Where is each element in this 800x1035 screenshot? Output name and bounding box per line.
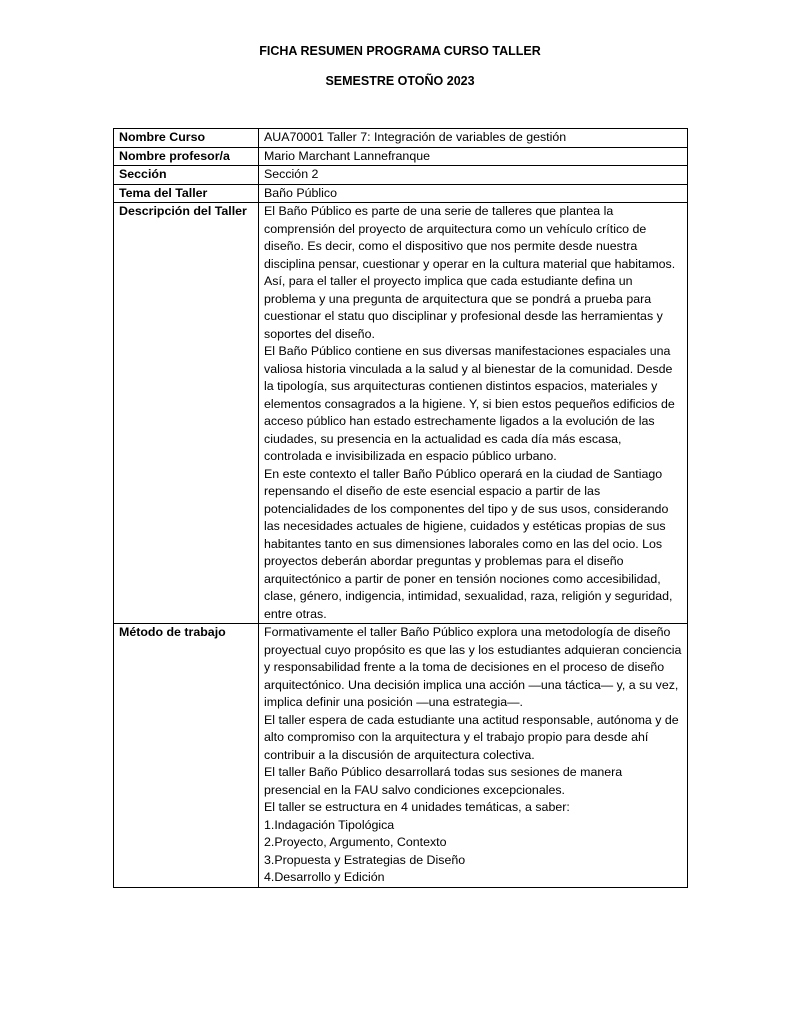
table-row-method [114,624,688,888]
document-title: FICHA RESUMEN PROGRAMA CURSO TALLER [259,44,541,58]
section-label: Sección [114,166,259,185]
unit-list-item: 1.Indagación Tipológica [264,817,395,832]
semester-subtitle: SEMESTRE OTOÑO 2023 [325,74,475,88]
workshop-theme-value: Baño Público [259,184,688,203]
method-paragraph: Formativamente el taller Baño Público explora una metodología de diseño proyectual cuyo propósito es que las y los estudiantes adquieran conciencia y responsabilidad frente a la toma de decisiones en el proceso de diseño arquitectónico. Una decisión implica una acción —una táctica— y, a su vez, implica definir una posición —una estrategia—. [264,625,682,709]
method-paragraph: El taller Baño Público desarrollará todas sus sesiones de manera presencial en la FAU salvo condiciones excepcionales. [264,765,623,797]
description-value [259,203,688,624]
work-method-value [259,624,688,888]
unit-list-item: 2.Proyecto, Argumento, Contexto [264,835,447,849]
method-paragraph: El taller se estructura en 4 unidades temáticas, a saber: [264,800,570,814]
course-name-label: Nombre Curso [114,129,259,148]
work-method-label: Método de trabajo [114,624,259,888]
unit-list-item: 3.Propuesta y Estrategias de Diseño [264,852,466,867]
course-name-value: AUA70001 Taller 7: Integración de variables de gestión [259,129,688,148]
table-row-section [114,166,688,185]
table-row-professor [114,147,688,166]
table-row-description [114,203,688,624]
professor-name-label: Nombre profesor/a [114,147,259,166]
table-row-course [114,129,688,148]
professor-name-value: Mario Marchant Lannefranque [259,147,688,166]
description-paragraph: El Baño Público es parte de una serie de talleres que plantea la comprensión del proyecto de arquitectura como un vehículo crítico de diseño. Es decir, como el dispositivo que nos permite desde nuestra disciplina pensar, cuestionar y operar en la cultura material que habitamos. Así, para el taller el proyecto implica que cada estudiante defina un problema y una pregunta de arquitectura que se pondrá a prueba para cuestionar el statu quo disciplinar y profesional desde las herramientas y soportes del diseño. [264,204,676,341]
table-row-theme [114,184,688,203]
method-paragraph: El taller espera de cada estudiante una actitud responsable, autónoma y de alto compromiso con la arquitectura y el trabajo propio para desde ahí contribuir a la discusión de arquitectura colectiva. [264,712,679,762]
description-label: Descripción del Taller [114,203,259,624]
workshop-theme-label: Tema del Taller [114,184,259,203]
section-value: Sección 2 [259,166,688,185]
course-summary-table [113,128,688,888]
description-paragraph: En este contexto el taller Baño Público operará en la ciudad de Santiago repensando el diseño de este esencial espacio a partir de las potencialidades de los componentes del tipo y de sus usos, considerando las necesidades actuales de higiene, cuidados y estéticas propias de sus habitantes tanto en sus dimensiones laborales como en las del ocio. Los proyectos deberán abordar preguntas y problemas para el diseño arquitectónico a partir de poner en tensión nociones como accesibilidad, clase, género, indigencia, intimidad, sexualidad, raza, religión y seguridad, entre otras. [264,466,673,621]
unit-list-item: 4.Desarrollo y Edición [264,870,385,884]
description-paragraph: El Baño Público contiene en sus diversas manifestaciones espaciales una valiosa historia vinculada a la salud y al bienestar de la comunidad. Desde la tipología, sus arquitecturas contienen distintos espacios, materiales y elementos consagrados a la higiene. Y, si bien estos pequeños edificios de acceso público han estado estrechamente ligados a la evolución de las ciudades, su presencia en la actualidad es cada día más escasa, controlada e invisibilizada en espacio público urbano. [264,344,675,463]
